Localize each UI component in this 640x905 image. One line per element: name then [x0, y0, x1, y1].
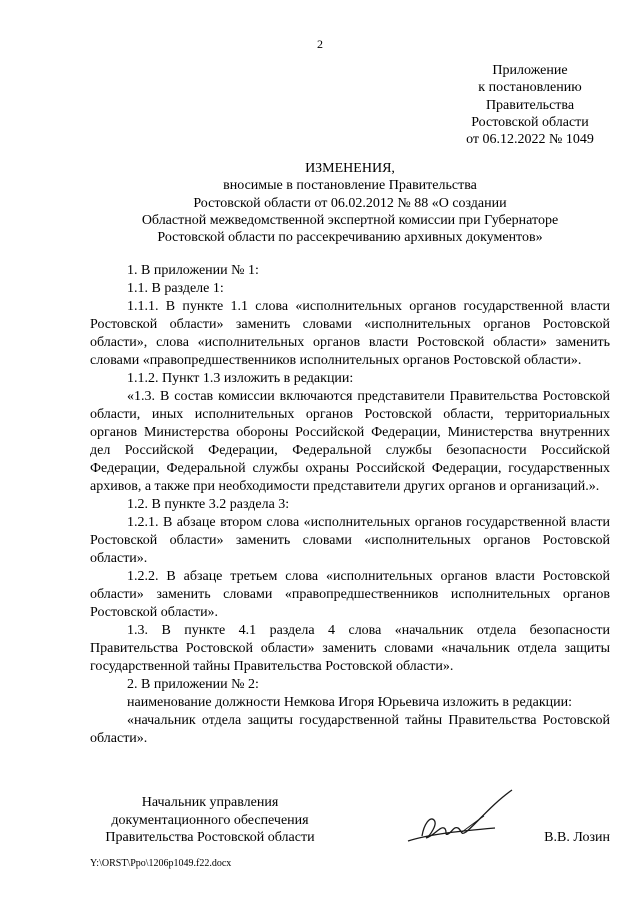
appendix-line: от 06.12.2022 № 1049	[466, 132, 594, 148]
body-paragraph: 1.1.2. Пункт 1.3 изложить в редакции:	[127, 371, 354, 386]
heading-line: Ростовской области по рассекречиванию архивных документов»	[157, 230, 543, 246]
heading-line: вносимые в постановление Правительства	[223, 178, 477, 194]
signatory-title	[90, 794, 330, 847]
body-paragraph: наименование должности Немкова Игоря Юрьевича изложить в редакции:	[127, 695, 573, 710]
body-paragraph: 1.2.1. В абзаце втором слова «исполнительных органов государственной власти Ростовской области» заменить словами «исполнительных органов Ростовской области».	[90, 515, 610, 566]
signature-block	[90, 794, 610, 854]
signatory-title-line: Правительства Ростовской области	[105, 830, 315, 845]
body-paragraph: «начальник отдела защиты государственной тайны Правительства Ростовской области».	[90, 713, 610, 746]
heading-line: Областной межведомственной экспертной комиссии при Губернаторе	[141, 212, 559, 228]
signatory-title-line: документационного обеспечения	[111, 812, 309, 828]
body-paragraph: 1.1.1. В пункте 1.1 слова «исполнительных органов государственной власти Ростовской области» заменить словами «исполнительных органов Ростовской области», слова «исполнительных органов власти Ростовской области» заменить словами «правопредшественников исполнительных органов Ростовской области».	[90, 299, 610, 368]
appendix-line: к постановлению	[478, 80, 582, 96]
heading-line: Ростовской области от 06.02.2012 № 88 «О создании	[193, 195, 507, 211]
body-paragraph: 1.3. В пункте 4.1 раздела 4 слова «начальник отдела безопасности Правительства Ростовской области» заменить словами «начальник отдела защиты государственной тайны Правительства Ростовской области».	[90, 623, 610, 674]
body-paragraph: 1.1. В разделе 1:	[127, 281, 224, 296]
appendix-block	[445, 62, 615, 148]
handwritten-signature	[400, 786, 530, 856]
page-number: 2	[317, 37, 323, 51]
appendix-line: Приложение	[492, 63, 568, 78]
document-body	[90, 262, 610, 748]
body-paragraph: 2. В приложении № 2:	[127, 677, 259, 692]
body-paragraph: 1.2. В пункте 3.2 раздела 3:	[127, 497, 290, 512]
body-paragraph: 1. В приложении № 1:	[127, 263, 259, 278]
signatory-title-line: Начальник управления	[141, 795, 279, 810]
signer-name: В.В. Лозин	[544, 830, 610, 845]
appendix-line: Правительства	[485, 97, 575, 113]
body-paragraph: 1.2.2. В абзаце третьем слова «исполнительных органов власти Ростовской области» заменить словами «правопредшественников исполнительных органов Ростовской области».	[90, 569, 610, 620]
document-title: ИЗМЕНЕНИЯ,	[305, 161, 395, 176]
file-path-footer: Y:\ORST\Ppo\1206p1049.f22.docx	[90, 858, 232, 869]
appendix-line: Ростовской области	[471, 114, 589, 130]
body-paragraph: «1.3. В состав комиссии включаются представители Правительства Ростовской области, иных исполнительных органов Ростовской области, территориальных органов Министерства обороны Российской Федерации, Министерства внутренних дел Российской Федерации, Федеральной службы безопасности Российской Федерации, Федеральной службы охраны Российской Федерации, государственных архивов, а также при необходимости представители других органов и организаций.».	[90, 389, 610, 494]
document-heading	[90, 160, 610, 246]
